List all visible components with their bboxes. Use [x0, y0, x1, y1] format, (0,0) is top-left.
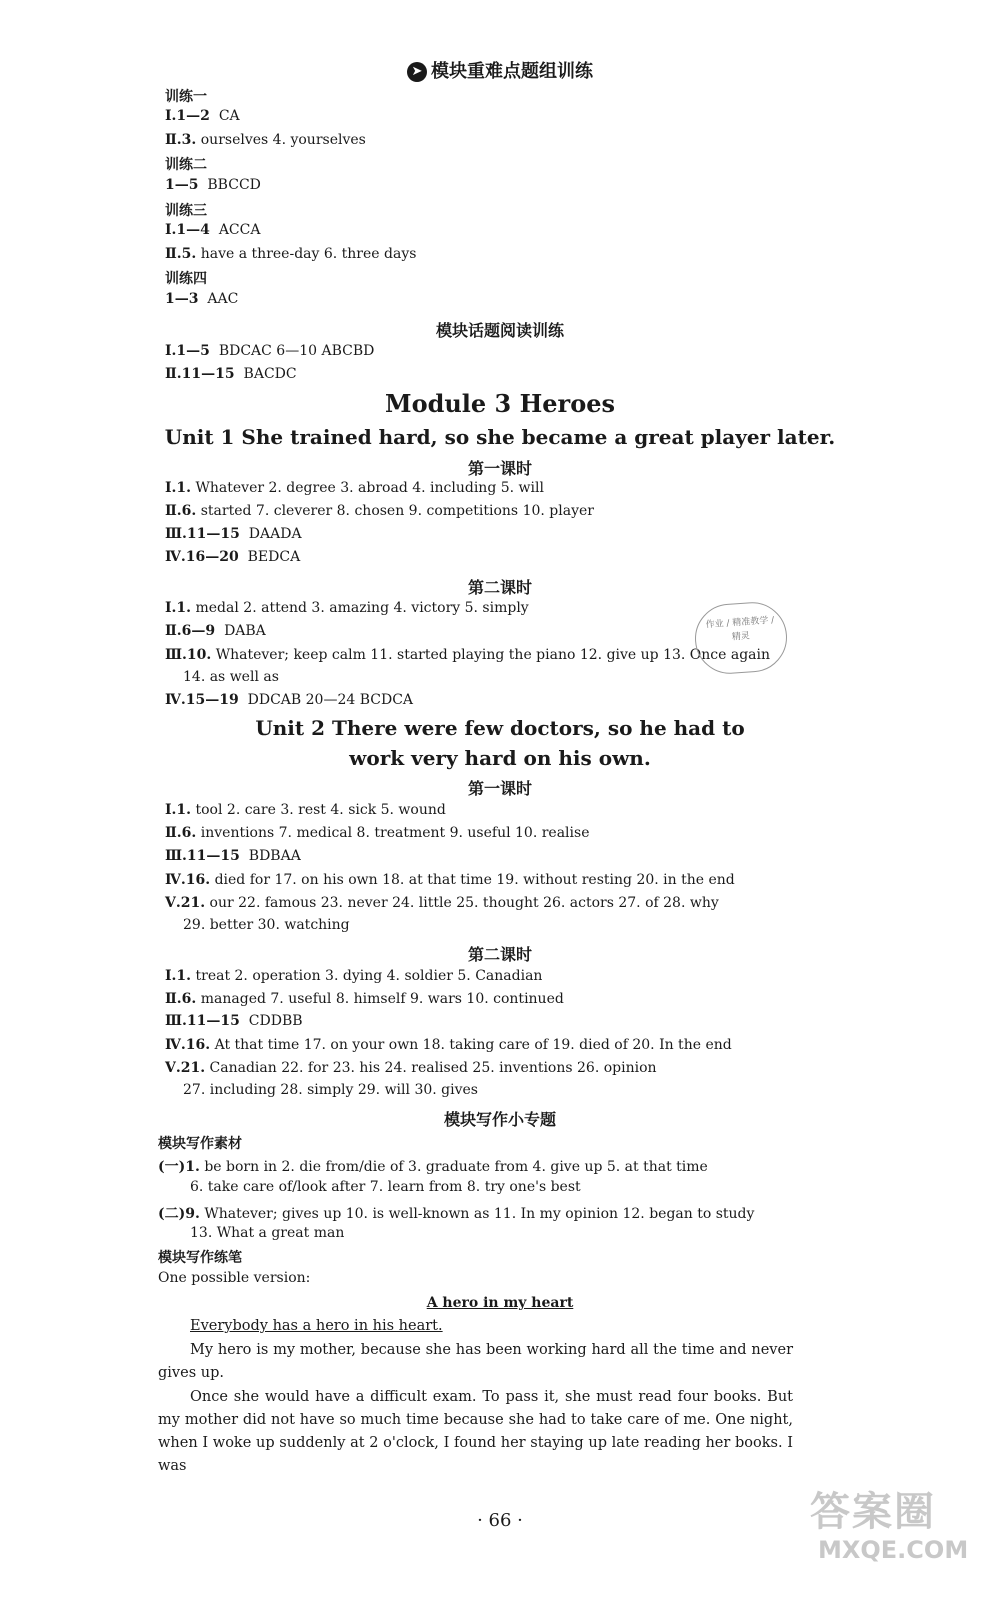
answer-line: Ⅰ.1—4 ACCA [165, 222, 261, 238]
answer-line: Ⅲ.10. Whatever; keep calm 11. started playing the piano 12. give up 13. Once again [165, 647, 771, 663]
unit2-title-line2: work very hard on his own. [349, 746, 651, 770]
practice-label: 模块写作练笔 [158, 1250, 242, 1266]
section-header [0, 57, 1000, 83]
answer-line: Ⅳ.15—19 DDCAB 20—24 BCDCA [165, 692, 414, 708]
essay-paragraph-2: My hero is my mother, because she has been working hard all the time and never gives up. [158, 1342, 793, 1381]
unit2-lesson2-title: 第二课时 [467, 945, 532, 964]
unit2-title-line1: Unit 2 There were few doctors, so he had to [255, 716, 745, 740]
answer-line: Ⅲ.11—15 BDBAA [165, 848, 301, 864]
answer-line: Ⅰ.1. tool 2. care 3. rest 4. sick 5. wound [165, 802, 446, 818]
answer-line: Ⅲ.11—15 CDDBB [165, 1013, 303, 1029]
answer-line: 13. What a great man [190, 1225, 345, 1241]
unit1-title: Unit 1 She trained hard, so she became a great player later. [164, 425, 836, 449]
answer-line: Ⅲ.11—15 DAADA [165, 526, 302, 542]
watermark-logo: 答案圈 MXQE.COM [810, 1489, 969, 1564]
essay-paragraph-1: Everybody has a hero in his heart. [190, 1318, 443, 1334]
unit1-lesson2-title: 第二课时 [467, 578, 532, 597]
answer-line: Ⅱ.6—9 DABA [165, 623, 266, 639]
answer-line: Ⅱ.6. started 7. cleverer 8. chosen 9. competitions 10. player [165, 503, 594, 519]
answer-line: Ⅱ.6. inventions 7. medical 8. treatment 9. useful 10. realise [165, 825, 590, 841]
answer-line: Ⅱ.3. ourselves 4. yourselves [165, 132, 366, 148]
answer-line: Ⅰ.1—5 BDCAC 6—10 ABCBD [165, 343, 375, 359]
answer-line: Ⅳ.16. died for 17. on his own 18. at that time 19. without resting 20. in the end [165, 872, 735, 888]
answer-line: Ⅰ.1—2 CA [165, 108, 240, 124]
answer-line: 1—3 AAC [165, 291, 239, 307]
answer-line: (二)9. Whatever; gives up 10. is well-known as 11. In my opinion 12. began to study [158, 1206, 755, 1222]
answer-line: Ⅴ.21. Canadian 22. for 23. his 24. realised 25. inventions 26. opinion [165, 1060, 657, 1076]
answer-line: Ⅰ.1. Whatever 2. degree 3. abroad 4. including 5. will [165, 480, 544, 496]
answer-line: Ⅰ.1. treat 2. operation 3. dying 4. soldier 5. Canadian [165, 968, 543, 984]
training-4-label: 训练四 [165, 271, 207, 287]
material-label: 模块写作素材 [158, 1136, 242, 1152]
answer-line: Ⅳ.16. At that time 17. on your own 18. taking care of 19. died of 20. In the end [165, 1037, 732, 1053]
answer-line: Ⅴ.21. our 22. famous 23. never 24. little 25. thought 26. actors 27. of 28. why [165, 895, 719, 911]
essay-paragraph-3: Once she would have a difficult exam. To pass it, she must read four books. But my mother did not have so much time because she had to take care of me. One night, when I woke up suddenly at 2 o'clock, I found her staying up late reading her books. I was [158, 1389, 793, 1474]
writing-header: 模块写作小专题 [443, 1110, 556, 1129]
essay-title: A hero in my heart [426, 1295, 574, 1311]
training-3-label: 训练三 [165, 203, 207, 219]
arrow-icon: ➤ [407, 62, 427, 82]
answer-line: 6. take care of/look after 7. learn from 8. try one's best [190, 1179, 581, 1195]
module-title: Module 3 Heroes [385, 389, 615, 418]
answer-line: 14. as well as [183, 669, 279, 685]
page-number: · 66 · [477, 1510, 523, 1531]
reading-header: 模块话题阅读训练 [435, 321, 564, 340]
unit1-lesson1-title: 第一课时 [467, 459, 532, 478]
answer-line: 29. better 30. watching [183, 917, 350, 933]
answer-line: Ⅰ.1. medal 2. attend 3. amazing 4. victory 5. simply [165, 600, 529, 616]
section-header-text: 模块重难点题组训练 [431, 61, 593, 82]
training-1-label: 训练一 [165, 89, 207, 105]
training-2-label: 训练二 [165, 157, 207, 173]
answer-line: Ⅳ.16—20 BEDCA [165, 549, 301, 565]
answer-line: Ⅱ.11—15 BACDC [165, 366, 297, 382]
answer-line: 27. including 28. simply 29. will 30. gives [183, 1082, 478, 1098]
answer-line: Ⅱ.6. managed 7. useful 8. himself 9. wars 10. continued [165, 991, 564, 1007]
unit2-lesson1-title: 第一课时 [467, 779, 532, 798]
homework-stamp: 作业 / 精准教学 / 精灵 [693, 600, 790, 676]
answer-line: 1—5 BBCCD [165, 177, 261, 193]
answer-line: Ⅱ.5. have a three-day 6. three days [165, 246, 417, 262]
answer-line: (一)1. be born in 2. die from/die of 3. graduate from 4. give up 5. at that time [158, 1159, 708, 1175]
version-label: One possible version: [158, 1270, 311, 1286]
